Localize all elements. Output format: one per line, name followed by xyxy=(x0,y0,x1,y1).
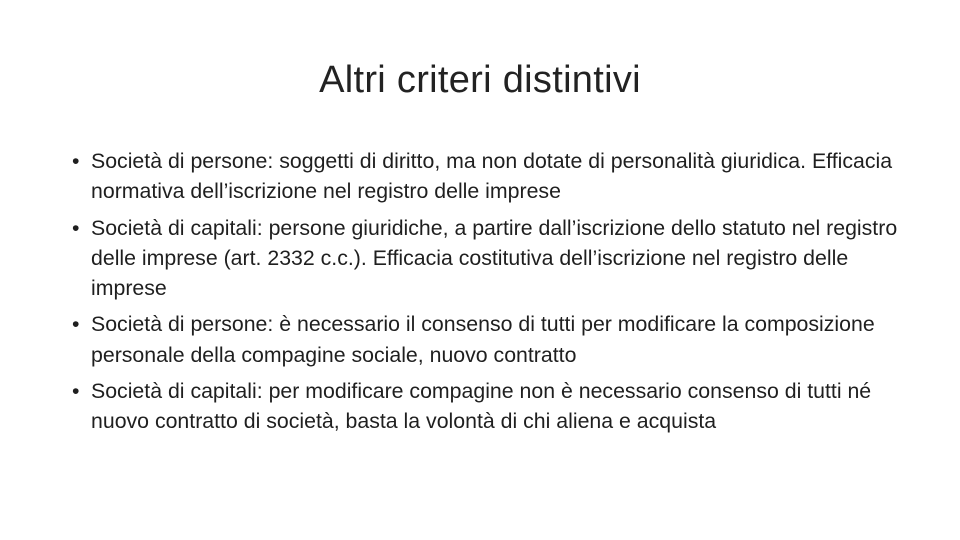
bullet-dot-icon: • xyxy=(72,379,80,404)
bullet-text: Società di persone: è necessario il consenso di tutti per modificare la composizione personale della compagine sociale, nuovo contratto xyxy=(91,312,875,367)
bullet-text: Società di capitali: persone giuridiche, a partire dall’iscrizione dello statuto nel registro delle imprese (art. 2332 c.c.). Efficacia costitutiva dell’iscrizione nel registro delle imprese xyxy=(91,215,898,301)
bullet-dot-icon: • xyxy=(72,149,80,173)
bullet-text: Società di persone: soggetti di diritto, ma non dotate di personalità giuridica. Efficacia normativa dell’iscrizione nel registro delle imprese xyxy=(91,149,893,204)
bullet-list xyxy=(72,146,902,443)
bullet-item xyxy=(72,213,902,304)
bullet-item xyxy=(72,146,902,207)
bullet-dot-icon: • xyxy=(72,312,80,337)
bullet-dot-icon: • xyxy=(72,215,80,240)
slide-title: Altri criteri distintivi xyxy=(319,59,641,101)
bullet-text: Società di capitali: per modificare compagine non è necessario consenso di tutti né nuovo contratto di società, basta la volontà di chi aliena e acquista xyxy=(91,379,872,434)
bullet-item xyxy=(72,376,902,437)
bullet-item xyxy=(72,309,902,370)
